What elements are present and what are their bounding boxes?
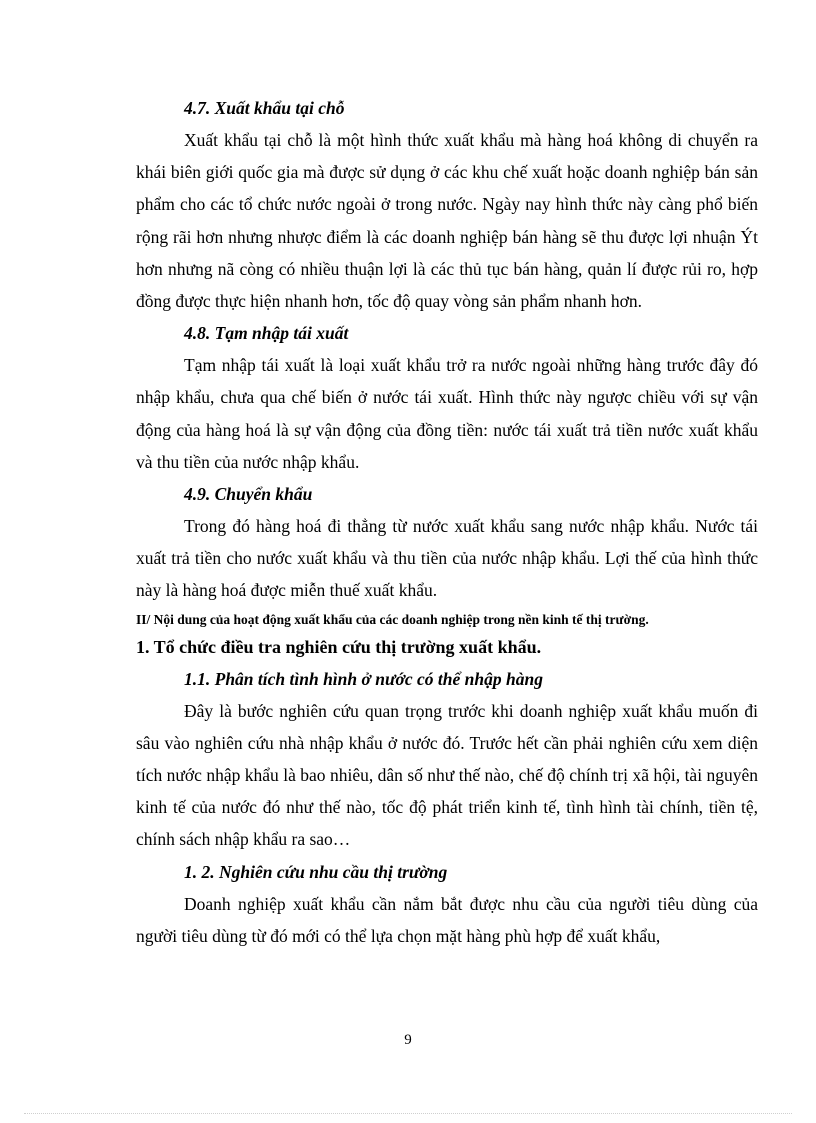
paragraph-4-8: Tạm nhập tái xuất là loại xuất khẩu trở ra nước ngoài những hàng trước đây đó nhập khẩu, chưa qua chế biến ở nước tái xuất. Hình thức này ngược chiều với sự vận động của hàng hoá là sự vận động của đồng tiền: nước tái xuất trả tiền nước xuất khẩu và thu tiền của nước nhập khẩu. — [136, 355, 758, 472]
heading-4-9: 4.9. Chuyển khẩu — [184, 484, 313, 505]
heading-4-7: 4.7. Xuất khẩu tại chỗ — [184, 98, 345, 118]
paragraph-1-2: Doanh nghiệp xuất khẩu cần nắm bắt được nhu cầu của người tiêu dùng của người tiêu dùng từ đó mới có thể lựa chọn mặt hàng phù hợp để xuất khẩu, — [136, 893, 758, 946]
heading-4-8: 4.8. Tạm nhập tái xuất — [184, 323, 349, 344]
heading-1-2: 1. 2. Nghiên cứu nhu cầu thị trường — [184, 861, 448, 882]
paragraph-4-9: Trong đó hàng hoá đi thẳng từ nước xuất khẩu sang nước nhập khẩu. Nước tái xuất trả tiền cho nước xuất khẩu và thu tiền của nước nhập khẩu. Lợi thế của hình thức này là hàng hoá được miễn thuế xuất khẩu. — [136, 516, 758, 601]
page-number: 9 — [404, 1032, 412, 1048]
page-bottom-divider — [24, 1113, 792, 1114]
paragraph-4-7: Xuất khẩu tại chỗ là một hình thức xuất khẩu mà hàng hoá không di chuyển ra khái biên giới quốc gia mà được sử dụng ở các khu chế xuất hoặc doanh nghiệp bán sản phẩm cho các tổ chức nước ngoài ở trong nước. Ngày nay hình thức này càng phổ biến rộng rãi hơn nhưng nhược điểm là các doanh nghiệp bán hàng sẽ thu được lợi nhuận Ýt hơn nhưng nã còng có nhiều thuận lợi là các thủ tục bán hàng, quản lí được rủi ro, hợp đồng được thực hiện nhanh hơn, tốc độ quay vòng sản phẩm nhanh hơn. — [136, 130, 758, 312]
heading-1-1: 1.1. Phân tích tình hình ở nước có thể nhập hàng — [184, 668, 543, 689]
page-content — [136, 92, 758, 952]
heading-1: 1. Tổ chức điều tra nghiên cứu thị trường xuất khẩu. — [136, 636, 542, 657]
paragraph-1-1: Đây là bước nghiên cứu quan trọng trước khi doanh nghiệp xuất khẩu muốn đi sâu vào nghiên cứu nhà nhập khẩu ở nước đó. Trước hết cần phải nghiên cứu xem diện tích nước nhập khẩu là bao nhiêu, dân số như thế nào, chế độ chính trị xã hội, tài nguyên kinh tế của nước đó như thế nào, tốc độ phát triển kinh tế, tình hình tài chính, tiền tệ, chính sách nhập khẩu ra sao… — [136, 700, 758, 850]
heading-section-II: II/ Nội dung của hoạt động xuất khẩu của các doanh nghiệp trong nền kinh tế thị trường. — [136, 611, 649, 627]
